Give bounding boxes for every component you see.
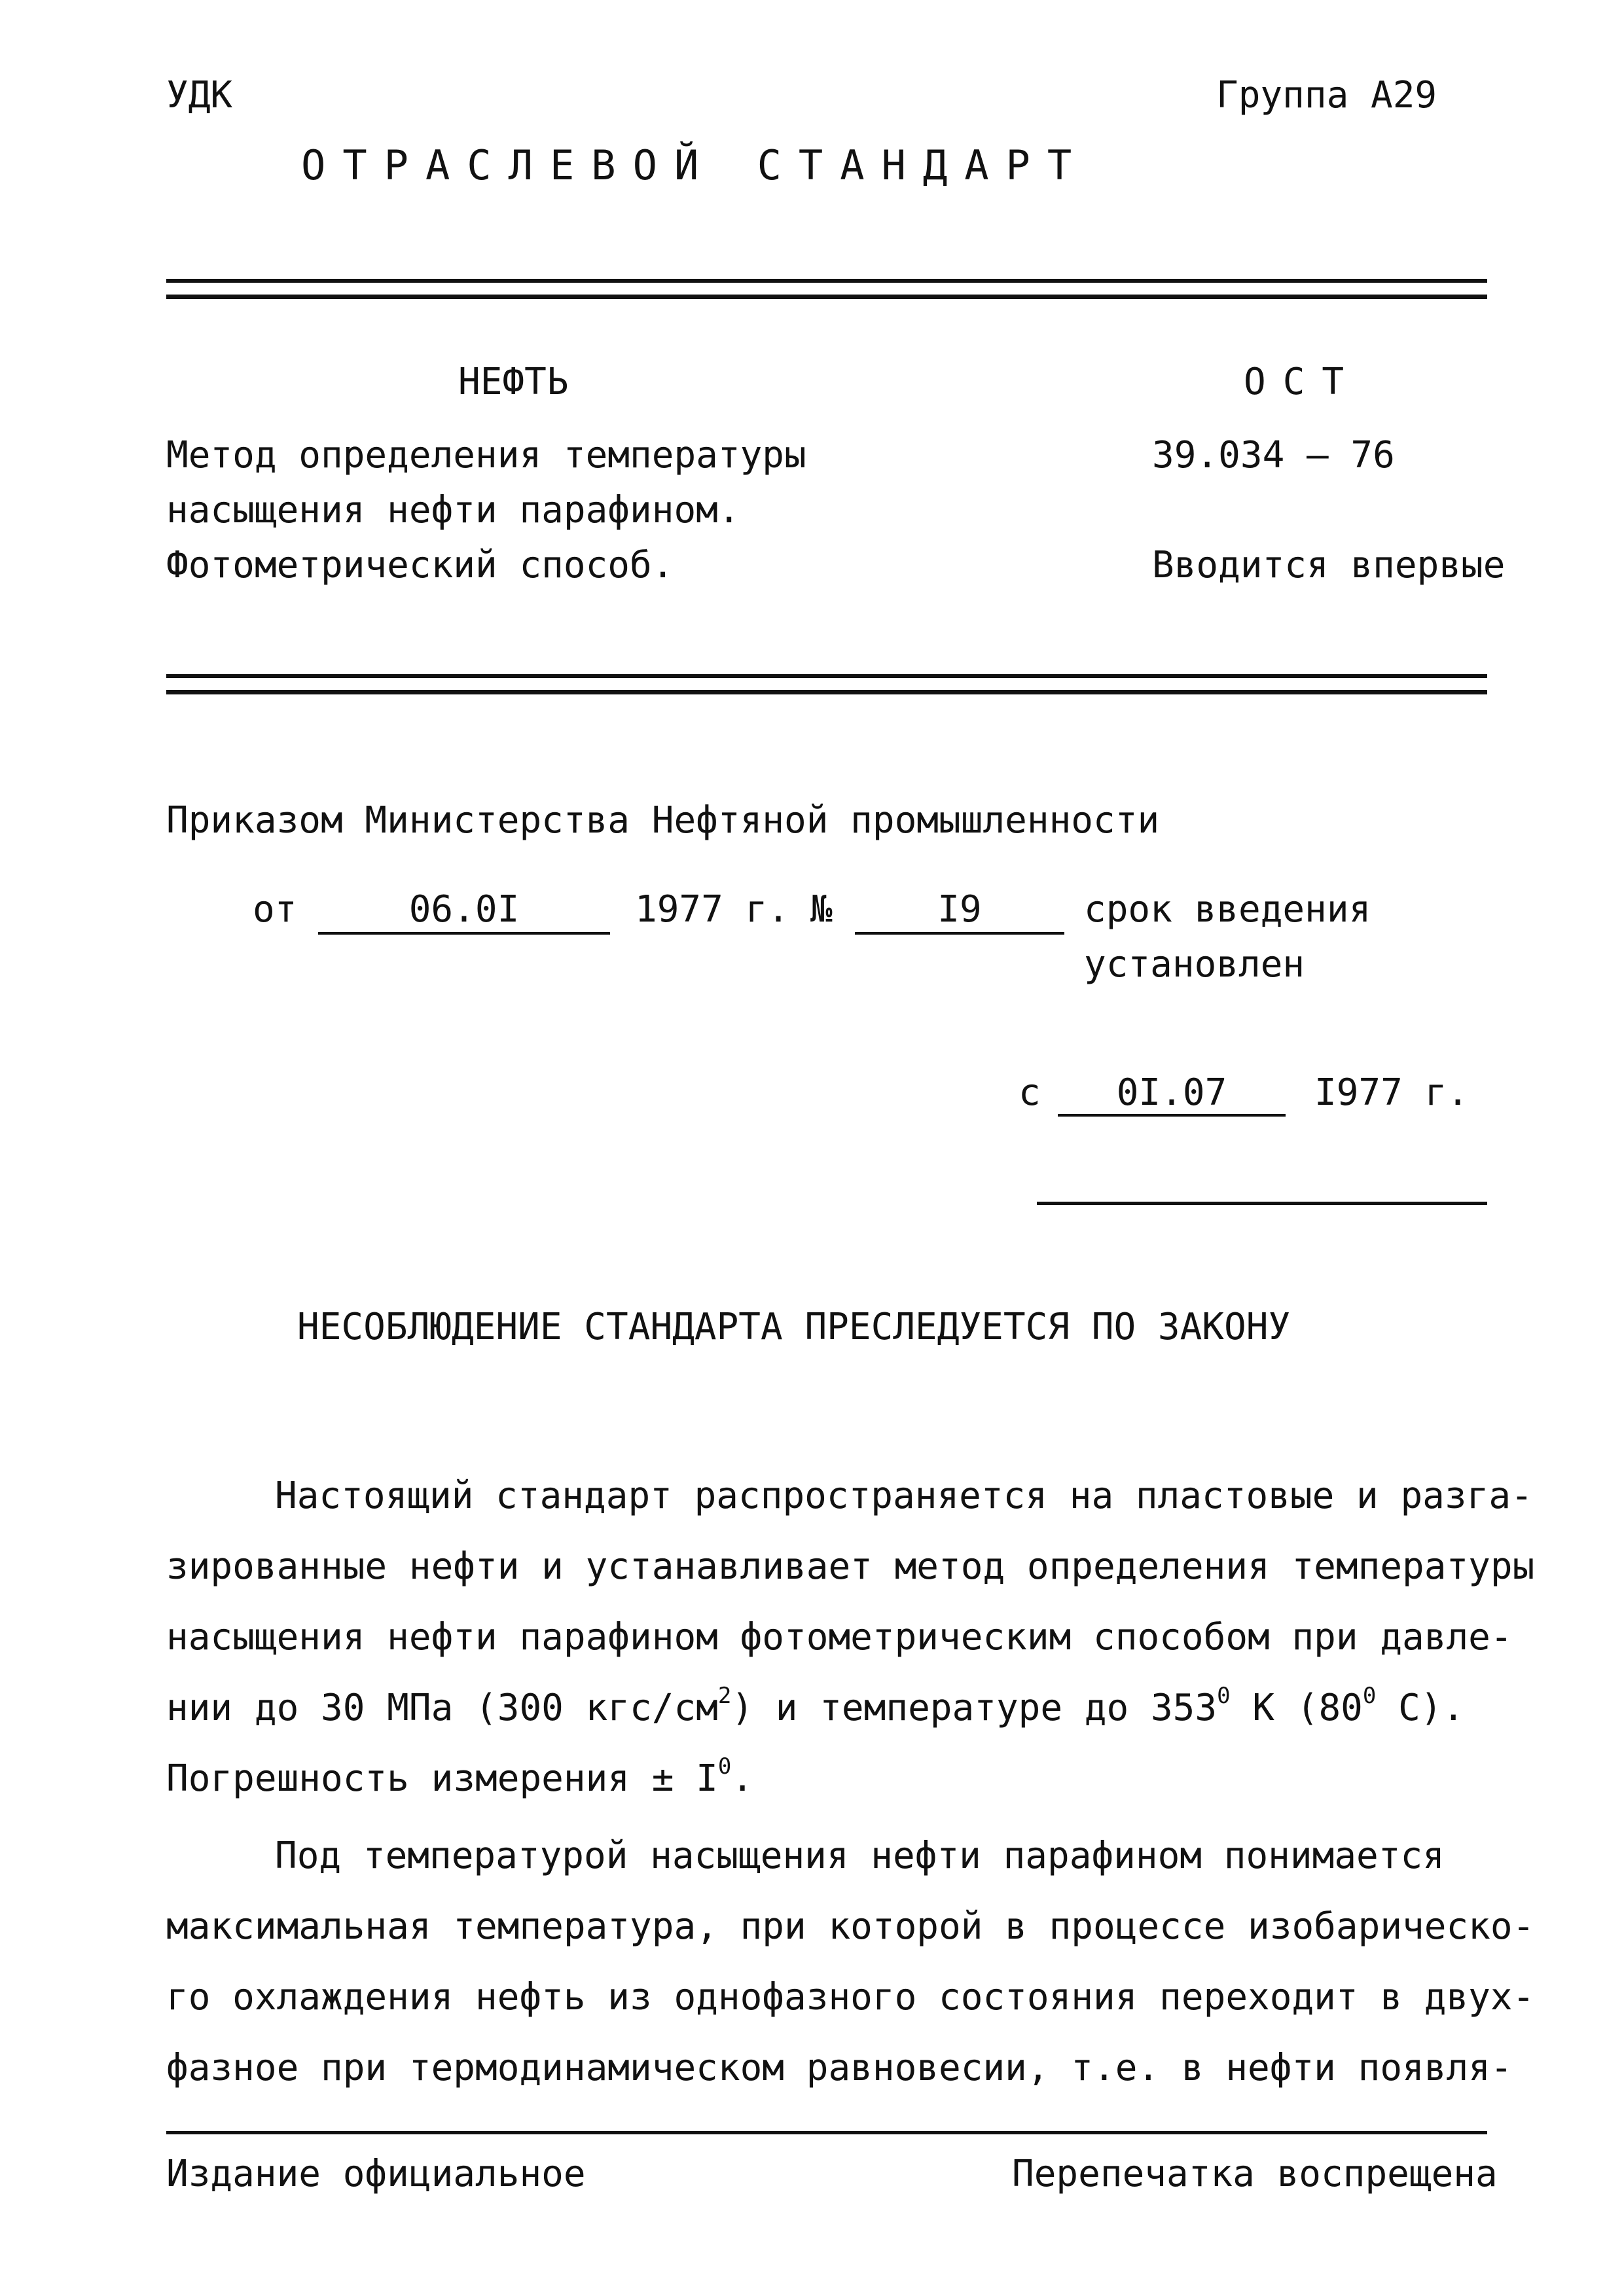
order-from-label: от (253, 888, 297, 931)
body-line: Под температурой насыщения нефти парафином понимается (275, 1835, 1445, 1877)
order-term-line: установлен (1084, 943, 1305, 986)
standard-status: Вводится впервые (1152, 544, 1506, 586)
body-line: насыщения нефти парафином фотометрическим способом при давле- (166, 1616, 1513, 1659)
middle-double-rule-lower (166, 690, 1487, 694)
body-fragment: . (731, 1757, 754, 1800)
body-line: го охлаждения нефть из однофазного состояния переходит в двух- (166, 1976, 1535, 2018)
since-date-underline (1058, 1114, 1286, 1117)
group-label: Группа А29 (1216, 74, 1437, 117)
footer-official-edition: Издание официальное (166, 2153, 586, 2195)
document-title: ОТРАСЛЕВОЙ СТАНДАРТ (301, 141, 1089, 189)
body-line-accuracy (166, 1753, 754, 1800)
footer-reprint-prohibited: Перепечатка воспрещена (1012, 2153, 1498, 2195)
body-line: фазное при термодинамическом равновесии, т.е. в нефти появля- (166, 2047, 1513, 2089)
top-double-rule-lower (166, 295, 1487, 299)
standard-number: 39.034 – 76 (1152, 434, 1395, 476)
order-number: I9 (937, 888, 982, 931)
superscript: 0 (1362, 1683, 1377, 1709)
order-number-sign: № (810, 888, 833, 931)
superscript: 0 (1217, 1683, 1231, 1709)
ost-label: ОСТ (1244, 361, 1362, 403)
body-line-with-units (166, 1683, 1465, 1729)
since-date: 0I.07 (1116, 1071, 1227, 1114)
order-date-underline (318, 932, 610, 935)
body-fragment: Погрешность измерения ± I (166, 1757, 718, 1800)
middle-double-rule-upper (166, 674, 1487, 678)
body-fragment: нии до 30 МПа (300 кгс/см (166, 1687, 718, 1729)
body-fragment: ) и температуре до 353 (731, 1687, 1218, 1729)
order-line: Приказом Министерства Нефтяной промышленности (166, 799, 1160, 842)
udk-label: УДК (166, 74, 233, 117)
since-label: с (1019, 1071, 1041, 1114)
order-year: 1977 г. (635, 888, 790, 931)
footer-rule (166, 2131, 1487, 2134)
superscript: 2 (717, 1683, 732, 1709)
body-line: зированные нефти и устанавливает метод определения температуры (166, 1545, 1535, 1588)
signature-rule (1037, 1202, 1487, 1205)
standard-description-line: насыщения нефти парафином. (166, 489, 740, 531)
superscript: 0 (717, 1753, 732, 1780)
body-line: Настоящий стандарт распространяется на пластовые и разга- (275, 1475, 1533, 1517)
top-double-rule-upper (166, 279, 1487, 283)
standard-topic: НЕФТЬ (458, 361, 569, 403)
body-fragment: К (80 (1230, 1687, 1363, 1729)
standard-description-line: Фотометрический способ. (166, 544, 674, 586)
order-term-line: срок введения (1084, 888, 1371, 931)
standard-description-line: Метод определения температуры (166, 434, 806, 476)
order-date: 06.0I (408, 888, 520, 931)
order-number-underline (855, 932, 1064, 935)
body-fragment: С). (1376, 1687, 1465, 1729)
legal-warning: НЕСОБЛЮДЕНИЕ СТАНДАРТА ПРЕСЛЕДУЕТСЯ ПО ЗАКОНУ (297, 1306, 1291, 1348)
body-line: максимальная температура, при которой в процессе изобарическо- (166, 1905, 1535, 1948)
since-year: I977 г. (1314, 1071, 1470, 1114)
